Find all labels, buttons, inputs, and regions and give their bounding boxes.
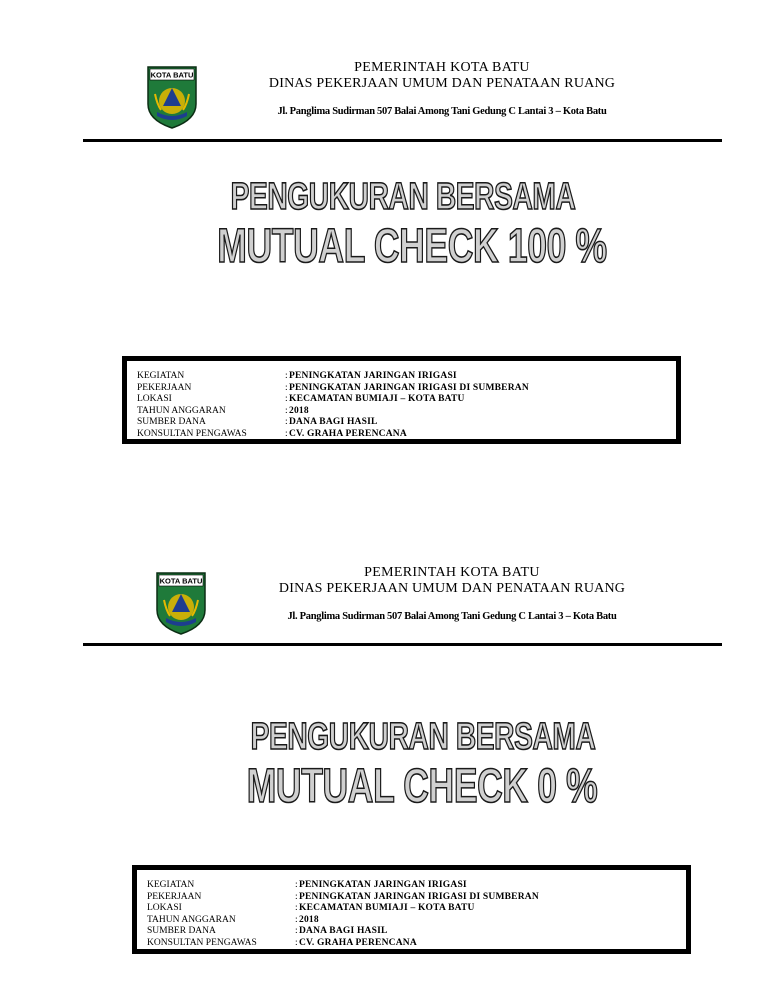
info-row-tahun-anggaran — [137, 406, 529, 418]
info-row-sumber-dana — [137, 417, 529, 429]
info-value: DANA BAGI HASIL — [289, 417, 378, 427]
info-value: PENINGKATAN JARINGAN IRIGASI DI SUMBERAN — [299, 891, 539, 902]
info-separator: : — [285, 371, 288, 381]
info-label: KONSULTAN PENGAWAS — [147, 937, 257, 948]
info-label: LOKASI — [137, 394, 172, 404]
info-separator: : — [285, 428, 288, 439]
info-value: 2018 — [299, 914, 319, 925]
info-separator: : — [295, 903, 298, 913]
info-row-lokasi — [137, 394, 529, 406]
svg-text:KOTA BATU: KOTA BATU — [159, 576, 203, 586]
letterhead — [242, 60, 642, 117]
document-subtitle: MUTUAL CHECK 0 % — [246, 760, 598, 813]
document-title: PENGUKURAN BERSAMA — [250, 716, 596, 758]
info-value: KECAMATAN BUMIAJI – KOTA BATU — [299, 903, 475, 913]
info-separator: : — [285, 417, 288, 427]
info-separator: : — [295, 926, 298, 936]
info-label: LOKASI — [147, 903, 182, 913]
letterhead — [252, 565, 652, 622]
info-value: CV. GRAHA PERENCANA — [299, 937, 417, 948]
info-label: KONSULTAN PENGAWAS — [137, 428, 247, 439]
government-name: PEMERINTAH KOTA BATU — [364, 565, 540, 580]
office-address: Jl. Panglima Sudirman 507 Balai Among Tani Gedung C Lantai 3 – Kota Batu — [287, 611, 617, 622]
info-label: TAHUN ANGGARAN — [137, 405, 226, 416]
info-separator: : — [285, 394, 288, 404]
department-name: DINAS PEKERJAAN UMUM DAN PENATAAN RUANG — [278, 581, 626, 596]
info-label: TAHUN ANGGARAN — [147, 914, 236, 925]
info-row-sumber-dana — [147, 926, 539, 938]
info-label: KEGIATAN — [137, 371, 185, 381]
info-row-konsultan-pengawas — [137, 429, 529, 441]
info-label: PEKERJAAN — [137, 382, 192, 393]
document-subtitle: MUTUAL CHECK 100 % — [217, 220, 607, 273]
project-info-box — [122, 356, 681, 444]
info-separator: : — [295, 880, 298, 890]
info-value: PENINGKATAN JARINGAN IRIGASI — [289, 371, 457, 381]
letterhead-divider — [83, 643, 722, 646]
info-row-pekerjaan — [147, 892, 539, 904]
info-row-pekerjaan — [137, 383, 529, 395]
info-label: PEKERJAAN — [147, 891, 202, 902]
svg-text:KOTA BATU: KOTA BATU — [150, 70, 194, 80]
info-separator: : — [295, 891, 298, 902]
info-separator: : — [295, 937, 298, 948]
info-value: DANA BAGI HASIL — [299, 926, 388, 936]
office-address: Jl. Panglima Sudirman 507 Balai Among Tani Gedung C Lantai 3 – Kota Batu — [277, 106, 607, 117]
info-row-lokasi — [147, 903, 539, 915]
info-label: KEGIATAN — [147, 880, 195, 890]
info-label: SUMBER DANA — [137, 417, 206, 427]
project-info-box — [132, 865, 691, 954]
info-separator: : — [285, 382, 288, 393]
info-value: PENINGKATAN JARINGAN IRIGASI — [299, 880, 467, 890]
info-value: KECAMATAN BUMIAJI – KOTA BATU — [289, 394, 465, 404]
letterhead-divider — [83, 139, 722, 142]
kota-batu-logo — [154, 570, 208, 636]
government-name: PEMERINTAH KOTA BATU — [354, 60, 530, 75]
info-row-kegiatan — [137, 371, 529, 383]
info-row-konsultan-pengawas — [147, 938, 539, 950]
document-title: PENGUKURAN BERSAMA — [230, 176, 576, 218]
kota-batu-logo — [145, 64, 199, 130]
info-value: 2018 — [289, 405, 309, 416]
info-row-kegiatan — [147, 880, 539, 892]
info-label: SUMBER DANA — [147, 926, 216, 936]
info-row-tahun-anggaran — [147, 915, 539, 927]
department-name: DINAS PEKERJAAN UMUM DAN PENATAAN RUANG — [268, 76, 616, 91]
info-separator: : — [295, 914, 298, 925]
info-separator: : — [285, 405, 288, 416]
info-value: PENINGKATAN JARINGAN IRIGASI DI SUMBERAN — [289, 382, 529, 393]
info-value: CV. GRAHA PERENCANA — [289, 428, 407, 439]
